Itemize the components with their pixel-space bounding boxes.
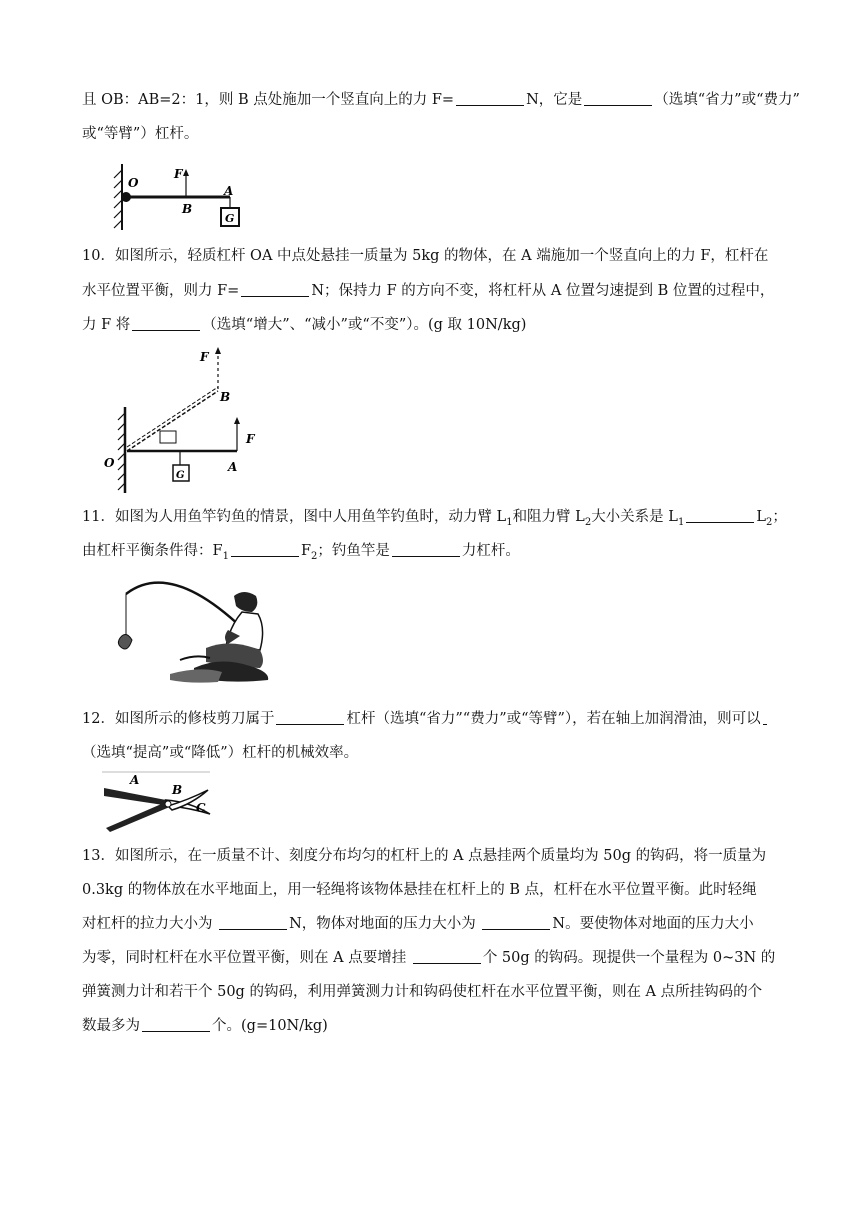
q13-text-a: 13．如图所示，在一质量不计、刻度分布均匀的杠杆上的 A 点悬挂两个质量均为 50g 的钩码，将一质量为 [82,848,767,864]
q12-label-a: A [130,773,140,787]
q12-blank-efficiency[interactable] [763,710,767,725]
q13-text-g: 个 50g 的钩码。现提供一个量程为 0~3N 的 [482,950,776,966]
q10-label-b: B [220,390,231,404]
q9-lever-figure [108,160,248,235]
q13-line-1 [82,846,766,866]
q11-text-g: ；钓鱼竿是 [317,543,390,559]
q12-text-b: 杠杆（选填“省力”“费力”或“等臂”），若在轴上加润滑油，则可以 [346,711,761,727]
q9-blank-type[interactable] [584,91,652,106]
q11-sub-2c: 2 [311,550,318,562]
q13-blank-tension[interactable] [219,915,287,930]
q10-line-1 [82,246,768,266]
q9-text-d: 或“等臂”）杠杆。 [82,126,199,142]
q12-label-b: B [172,783,183,797]
q9-line-1 [82,90,800,110]
q12-label-c: C [196,801,206,815]
q11-text-f: F [300,543,311,559]
q11-blank-force[interactable] [231,542,299,557]
q10-text-c: N；保持力 F 的方向不变，将杠杆从 A 位置匀速提到 B 位置的过程中， [311,283,775,299]
q11-text-c: 大小关系是 L [591,509,678,525]
q9-label-a: A [224,184,234,198]
q13-text-e: N。要使物体对地面的压力大小 [552,916,754,932]
q11-sub-1b: 1 [677,516,685,528]
q10-label-f-top: F [200,350,209,364]
q10-blank-change[interactable] [132,316,200,331]
q13-line-6 [82,1016,328,1036]
q9-label-b: B [182,202,193,216]
q13-line-3 [82,914,754,934]
q9-text-a: 且 OB：AB=2：1，则 B 点处施加一个竖直向上的力 F= [82,92,455,108]
q13-blank-max[interactable] [142,1017,210,1032]
q10-line-2 [82,281,774,301]
q10-label-o: O [104,456,115,470]
q13-blank-count[interactable] [413,949,481,964]
q9-text-c: （选填“省力”或“费力” [654,92,800,108]
q12-blank-type[interactable] [276,710,344,725]
q10-label-g: G [176,470,185,481]
q9-label-o: O [128,176,139,190]
q10-blank-force[interactable] [241,282,309,297]
q13-line-2 [82,880,757,900]
q9-line-2 [82,124,198,144]
q12-line-1 [82,709,769,729]
q12-line-2 [82,743,358,763]
q10-line-3 [82,315,526,335]
q11-line-1 [82,507,787,533]
q11-blank-arm[interactable] [686,508,754,523]
q9-label-f: F [174,167,183,181]
q11-sub-1c: 1 [222,550,229,562]
q11-blank-lever[interactable] [392,542,460,557]
q9-text-b: N，它是 [526,92,583,108]
q13-line-4 [82,948,775,968]
q9-label-g: G [225,212,235,225]
q10-label-f-right: F [246,432,255,446]
q9-blank-force[interactable] [456,91,524,106]
q10-text-b: 水平位置平衡，则力 F= [82,283,240,299]
q13-text-i: 数最多为 [82,1018,140,1034]
q10-text-e: （选填“增大”、“减小”或“不变”）。(g 取 10N/kg) [202,317,527,333]
q12-text-a: 12．如图所示的修枝剪刀属于 [82,711,275,727]
q11-sub-2b: 2 [765,516,773,528]
q11-sub-1a: 1 [506,516,513,528]
q10-text-a: 10．如图所示，轻质杠杆 OA 中点处悬挂一质量为 5kg 的物体，在 A 端施加一个竖直向上的力 F，杠杆在 [82,248,769,264]
q13-blank-pressure[interactable] [482,915,550,930]
q11-sub-2a: 2 [584,516,592,528]
q13-text-d: N，物体对地面的压力大小为 [289,916,481,932]
q13-text-c: 对杠杆的拉力大小为 [82,916,218,932]
q11-line-2 [82,541,520,567]
q11-semicolon: ； [772,509,787,525]
q11-text-d: L [756,509,766,525]
q10-text-d: 力 F 将 [82,317,131,333]
q13-line-5 [82,982,762,1002]
q11-text-e: 由杠杆平衡条件得：F [82,543,223,559]
q11-text-b: 和阻力臂 L [512,509,585,525]
q12-text-c: （选填“提高”或“降低”）杠杆的机械效率。 [82,745,359,761]
q13-text-b: 0.3kg 的物体放在水平地面上，用一轻绳将该物体悬挂在杠杆上的 B 点，杠杆在水平位置平衡。此时轻绳 [82,882,757,898]
q13-text-h: 弹簧测力计和若干个 50g 的钩码，利用弹簧测力计和钩码使杠杆在水平位置平衡，则在 A 点所挂钩码的个 [82,984,763,1000]
q13-text-j: 个。(g=10N/kg) [212,1018,328,1034]
q11-text-a: 11．如图为人用鱼竿钓鱼的情景，图中人用鱼竿钓鱼时，动力臂 L [82,509,507,525]
q13-text-f: 为零，同时杠杆在水平位置平衡，则在 A 点要增挂 [82,950,411,966]
q11-text-h: 力杠杆。 [461,543,520,559]
q12-shears-figure [100,770,215,832]
q10-label-a: A [228,460,238,474]
q11-fishing-figure [110,566,275,686]
q10-lever-figure [100,345,270,497]
